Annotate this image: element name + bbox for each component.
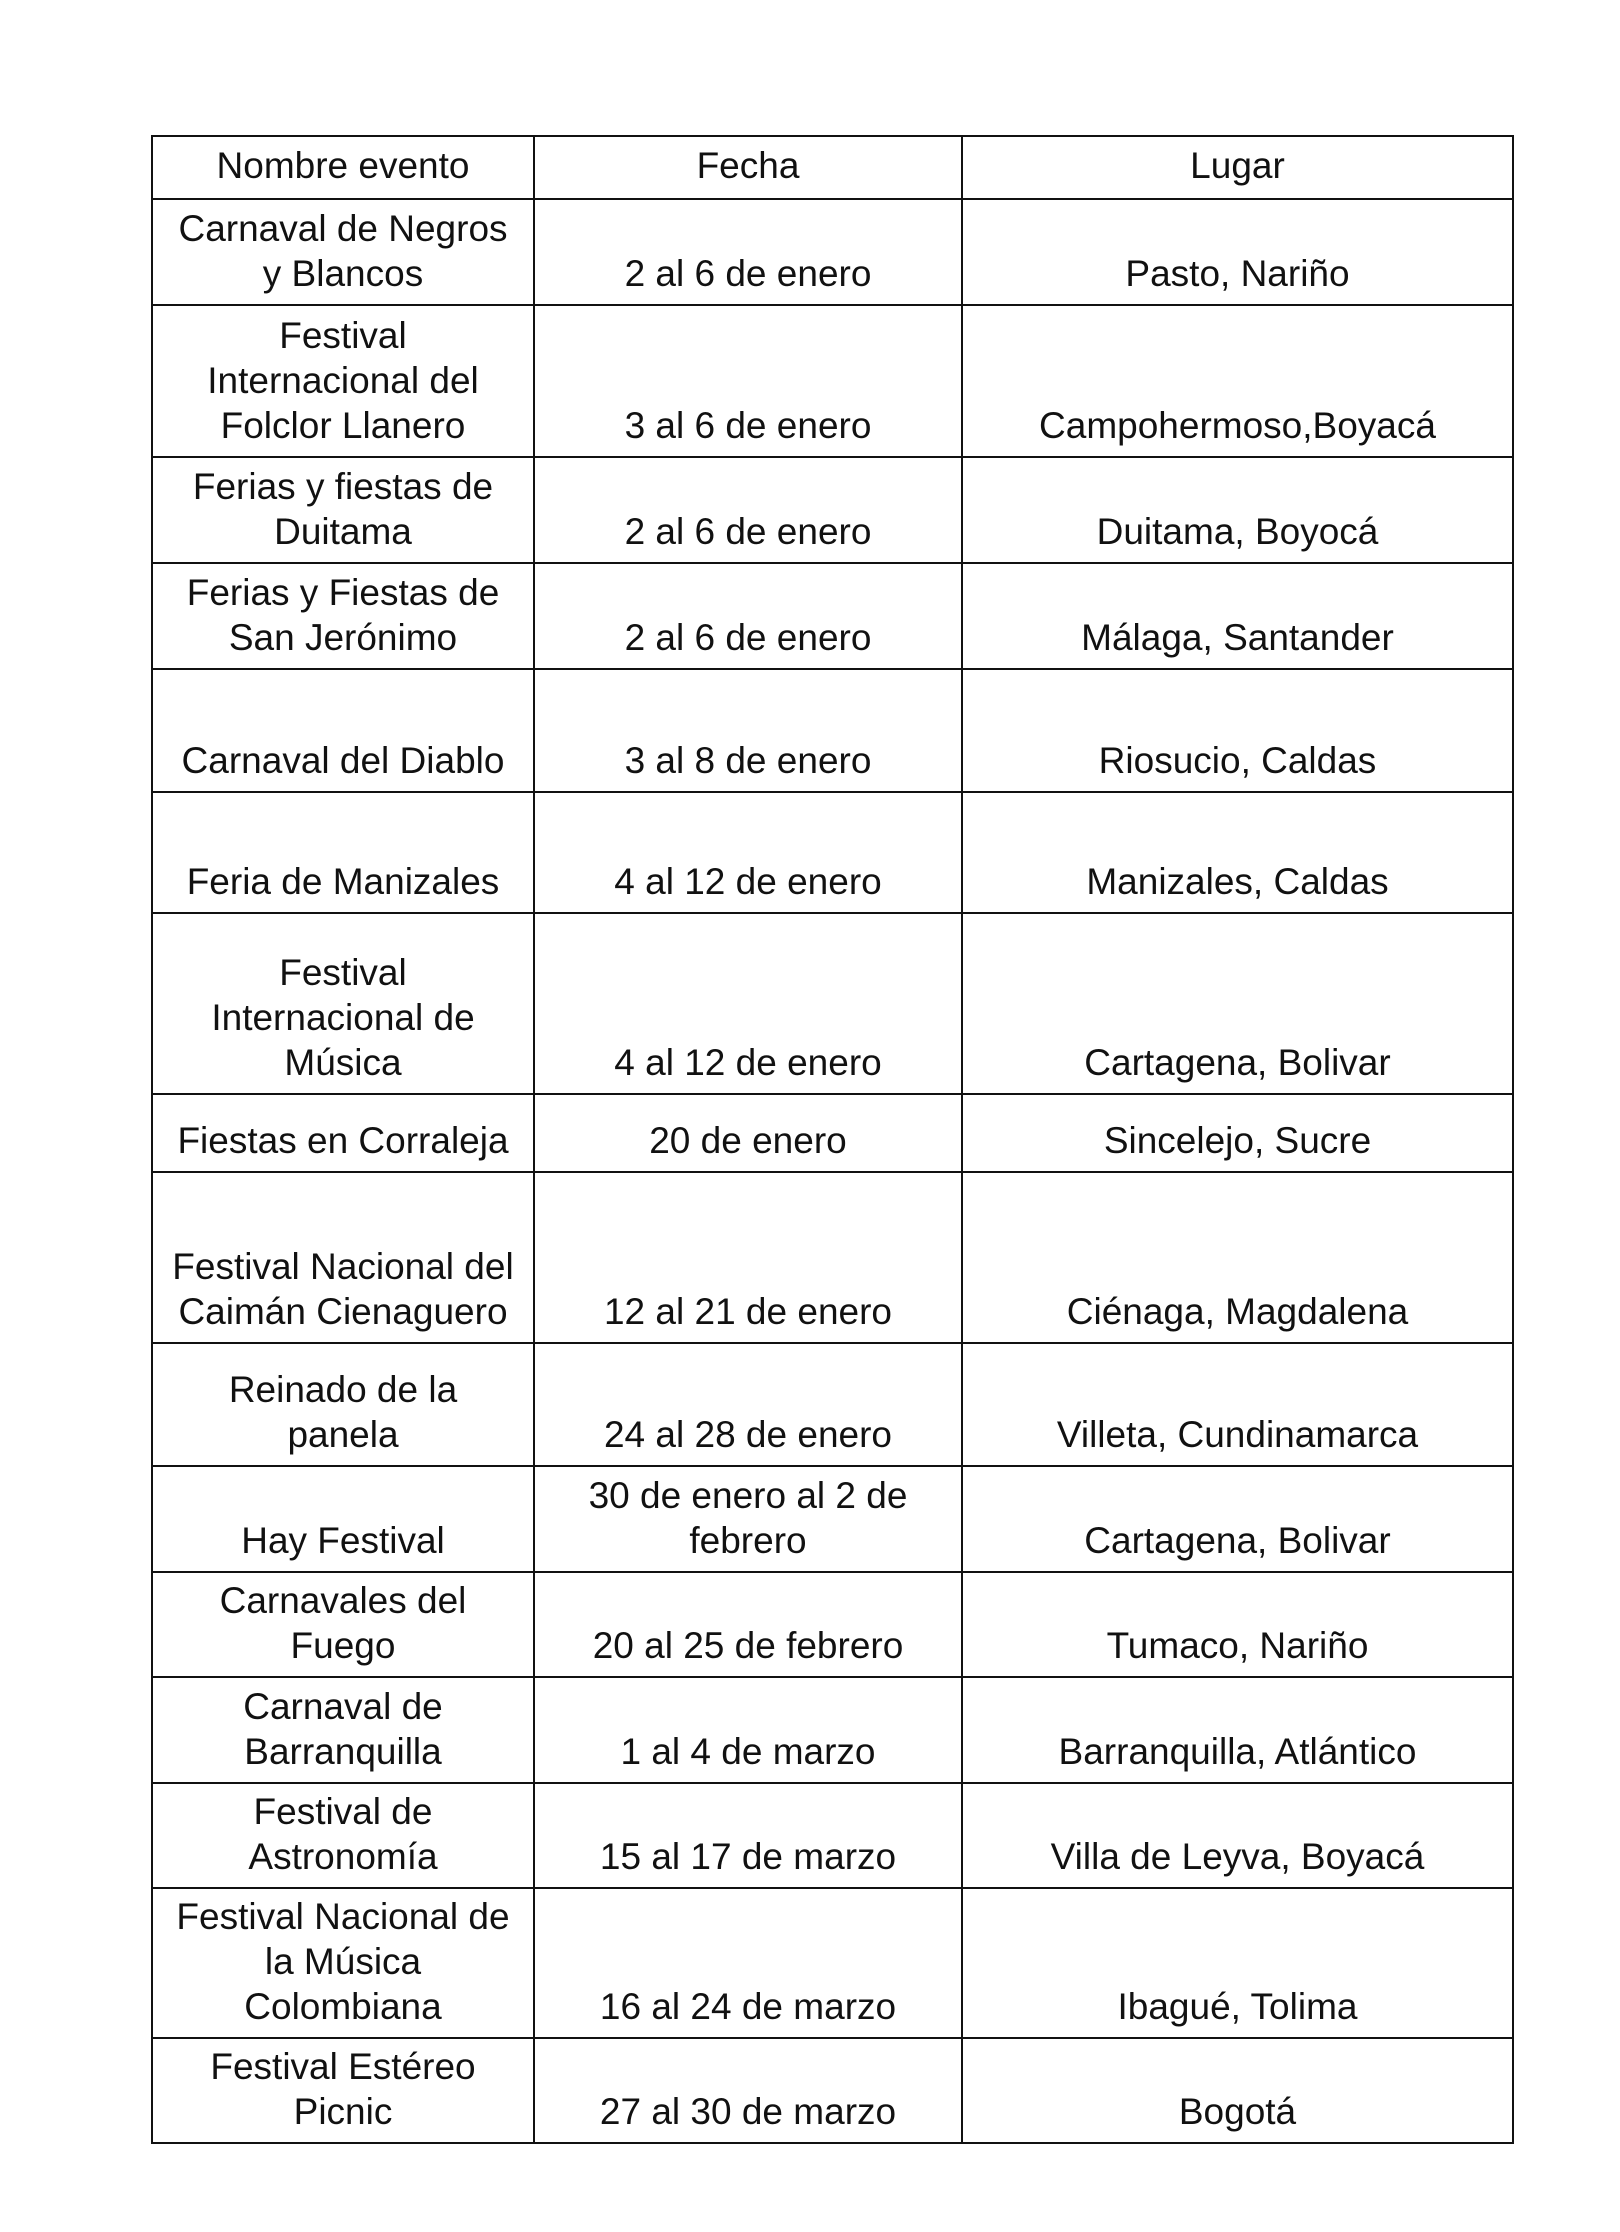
cell-nombre: Carnaval de Negros y Blancos [152, 199, 534, 305]
cell-lugar: Cartagena, Bolivar [962, 913, 1513, 1094]
cell-fecha: 20 de enero [534, 1094, 962, 1172]
table-row [152, 1677, 1513, 1783]
table-row [152, 305, 1513, 457]
cell-nombre: Festival Nacional de la Música Colombiana [152, 1888, 534, 2038]
cell-lugar: Sincelejo, Sucre [962, 1094, 1513, 1172]
cell-nombre: Festival Estéreo Picnic [152, 2038, 534, 2143]
table-row [152, 792, 1513, 913]
cell-fecha: 2 al 6 de enero [534, 563, 962, 669]
cell-lugar: Barranquilla, Atlántico [962, 1677, 1513, 1783]
cell-fecha: 2 al 6 de enero [534, 199, 962, 305]
cell-fecha: 16 al 24 de marzo [534, 1888, 962, 2038]
table-row [152, 1783, 1513, 1888]
cell-lugar: Villeta, Cundinamarca [962, 1343, 1513, 1466]
cell-nombre: Hay Festival [152, 1466, 534, 1572]
cell-fecha: 24 al 28 de enero [534, 1343, 962, 1466]
cell-fecha: 27 al 30 de marzo [534, 2038, 962, 2143]
cell-lugar: Málaga, Santander [962, 563, 1513, 669]
table-row [152, 199, 1513, 305]
cell-nombre: Feria de Manizales [152, 792, 534, 913]
cell-fecha: 1 al 4 de marzo [534, 1677, 962, 1783]
cell-nombre: Festival Internacional del Folclor Llanero [152, 305, 534, 457]
header-row [152, 136, 1513, 199]
table-row [152, 913, 1513, 1094]
table-row [152, 1888, 1513, 2038]
cell-lugar: Ibagué, Tolima [962, 1888, 1513, 2038]
cell-fecha: 3 al 8 de enero [534, 669, 962, 792]
cell-lugar: Ciénaga, Magdalena [962, 1172, 1513, 1343]
table-row [152, 1466, 1513, 1572]
cell-lugar: Cartagena, Bolivar [962, 1466, 1513, 1572]
header-nombre-evento: Nombre evento [152, 136, 534, 199]
cell-lugar: Duitama, Boyocá [962, 457, 1513, 563]
cell-nombre: Carnaval de Barranquilla [152, 1677, 534, 1783]
cell-nombre: Ferias y fiestas de Duitama [152, 457, 534, 563]
header-fecha: Fecha [534, 136, 962, 199]
cell-fecha: 4 al 12 de enero [534, 913, 962, 1094]
cell-fecha: 15 al 17 de marzo [534, 1783, 962, 1888]
cell-nombre: Fiestas en Corraleja [152, 1094, 534, 1172]
cell-nombre: Festival Nacional del Caimán Cienaguero [152, 1172, 534, 1343]
cell-lugar: Manizales, Caldas [962, 792, 1513, 913]
cell-fecha: 2 al 6 de enero [534, 457, 962, 563]
table-row [152, 1343, 1513, 1466]
table-row [152, 563, 1513, 669]
cell-lugar: Tumaco, Nariño [962, 1572, 1513, 1677]
header-lugar: Lugar [962, 136, 1513, 199]
cell-lugar: Riosucio, Caldas [962, 669, 1513, 792]
cell-lugar: Pasto, Nariño [962, 199, 1513, 305]
cell-lugar: Villa de Leyva, Boyacá [962, 1783, 1513, 1888]
table-row [152, 1172, 1513, 1343]
cell-nombre: Festival de Astronomía [152, 1783, 534, 1888]
cell-fecha: 3 al 6 de enero [534, 305, 962, 457]
table-row [152, 2038, 1513, 2143]
cell-nombre: Carnaval del Diablo [152, 669, 534, 792]
table-row [152, 1094, 1513, 1172]
cell-nombre: Ferias y Fiestas de San Jerónimo [152, 563, 534, 669]
cell-nombre: Festival Internacional de Música [152, 913, 534, 1094]
table-row [152, 457, 1513, 563]
cell-fecha: 12 al 21 de enero [534, 1172, 962, 1343]
events-table [151, 135, 1514, 2144]
table-row [152, 1572, 1513, 1677]
cell-nombre: Reinado de la panela [152, 1343, 534, 1466]
cell-fecha: 4 al 12 de enero [534, 792, 962, 913]
cell-nombre: Carnavales del Fuego [152, 1572, 534, 1677]
cell-lugar: Bogotá [962, 2038, 1513, 2143]
cell-fecha: 20 al 25 de febrero [534, 1572, 962, 1677]
table-row [152, 669, 1513, 792]
cell-lugar: Campohermoso,Boyacá [962, 305, 1513, 457]
cell-fecha: 30 de enero al 2 de febrero [534, 1466, 962, 1572]
